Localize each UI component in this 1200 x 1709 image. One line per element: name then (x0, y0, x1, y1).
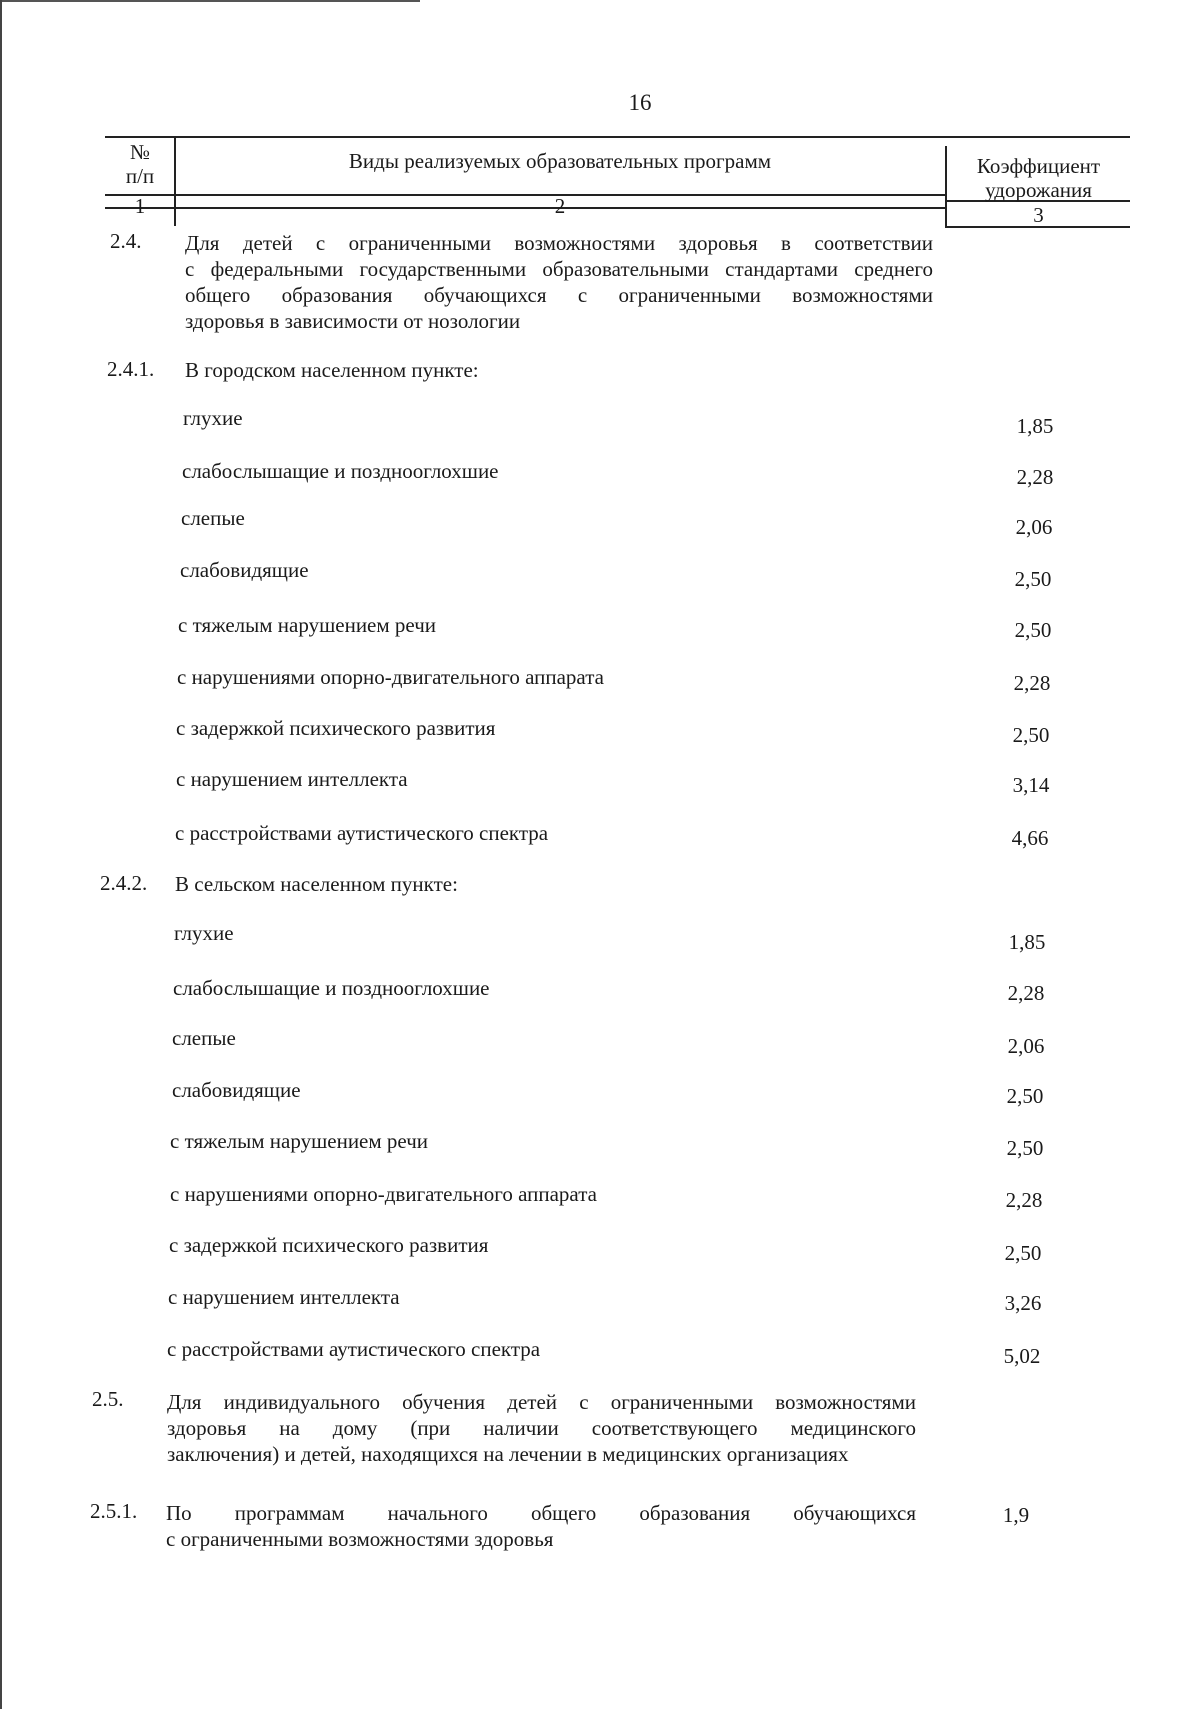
list-item-label: с расстройствами аутистического спектра (167, 1337, 541, 1361)
list-item-value: 2,50 (1014, 567, 1052, 591)
list-item-label: с нарушениями опорно-двигательного аппарата (170, 1182, 597, 1206)
list-item-value: 2,28 (1005, 1188, 1043, 1212)
header-col3-line2: удорожания (985, 178, 1092, 202)
header-col2: Виды реализуемых образовательных программ (348, 149, 772, 173)
list-item-value: 1,9 (1002, 1503, 1030, 1527)
header-col1-line1: № (129, 140, 151, 164)
list-item-value: 1,85 (1016, 414, 1054, 438)
list-item-value: 4,66 (1011, 826, 1049, 850)
list-item-label: слабослышащие и позднооглохшие (182, 459, 499, 483)
list-item-label: слепые (172, 1026, 236, 1050)
scan-edge-top (0, 0, 420, 2)
list-item-label: с расстройствами аутистического спектра (175, 821, 549, 845)
header-col1-line2: п/п (125, 164, 155, 188)
list-item-value: 2,06 (1015, 515, 1053, 539)
list-item-value: 1,85 (1008, 930, 1046, 954)
header-col3-line1: Коэффициент (976, 154, 1101, 178)
row-number-2-4-1: 2.4.1. (107, 357, 155, 381)
list-item-label: с задержкой психического развития (169, 1233, 489, 1257)
list-item-label: с нарушениями опорно-двигательного аппарата (177, 665, 604, 689)
list-item-label: с нарушением интеллекта (168, 1285, 400, 1309)
list-item-value: 3,26 (1004, 1291, 1042, 1315)
subsection-title-rural: В сельском населенном пункте: (175, 872, 458, 896)
paragraph-2-5-1: По программам начального общего образования обучающихся с ограниченными возможностями здоровья (166, 1501, 916, 1551)
paragraph-2-4: Для детей с ограниченными возможностями здоровья в соответствии с федеральными государственными образовательными стандартами среднего общего образования обучающихся с ограниченными возможностями здоровья в зависимости от нозологии (185, 231, 933, 333)
list-item-value: 2,28 (1007, 981, 1045, 1005)
list-item-value: 2,28 (1016, 465, 1054, 489)
row-number-2-4-2: 2.4.2. (100, 871, 148, 895)
header-num1: 1 (134, 194, 146, 218)
list-item-label: с нарушением интеллекта (176, 767, 408, 791)
subsection-title-urban: В городском населенном пункте: (185, 358, 479, 382)
header-num3: 3 (1033, 203, 1044, 227)
list-item-label: глухие (174, 921, 234, 945)
list-item-label: с тяжелым нарушением речи (178, 613, 437, 637)
header-num2: 2 (554, 194, 566, 218)
list-item-label: с тяжелым нарушением речи (170, 1129, 429, 1153)
list-item-value: 2,50 (1006, 1084, 1044, 1108)
list-item-value: 3,14 (1012, 773, 1050, 797)
row-number-2-5: 2.5. (92, 1387, 124, 1411)
row-number-2-5-1: 2.5.1. (90, 1499, 138, 1523)
list-item-label: слабослышащие и позднооглохшие (173, 976, 490, 1000)
list-item-value: 2,50 (1004, 1241, 1042, 1265)
list-item-value: 2,06 (1007, 1034, 1045, 1058)
row-number-2-4: 2.4. (110, 229, 142, 253)
list-item-label: глухие (183, 406, 243, 430)
list-item-label: слабовидящие (180, 558, 309, 582)
list-item-value: 2,50 (1006, 1136, 1044, 1160)
list-item-value: 5,02 (1003, 1344, 1041, 1368)
list-item-value: 2,28 (1013, 671, 1051, 695)
page-number: 16 (628, 90, 652, 115)
list-item-label: слабовидящие (172, 1078, 301, 1102)
list-item-value: 2,50 (1012, 723, 1050, 747)
list-item-label: с задержкой психического развития (176, 716, 496, 740)
list-item-label: слепые (181, 506, 245, 530)
scan-edge-left (0, 0, 2, 1709)
list-item-value: 2,50 (1014, 618, 1052, 642)
paragraph-2-5: Для индивидуального обучения детей с ограниченными возможностями здоровья на дому (при наличии соответствующего медицинского заключения) и детей, находящихся на лечении в медицинских организациях (167, 1390, 916, 1466)
